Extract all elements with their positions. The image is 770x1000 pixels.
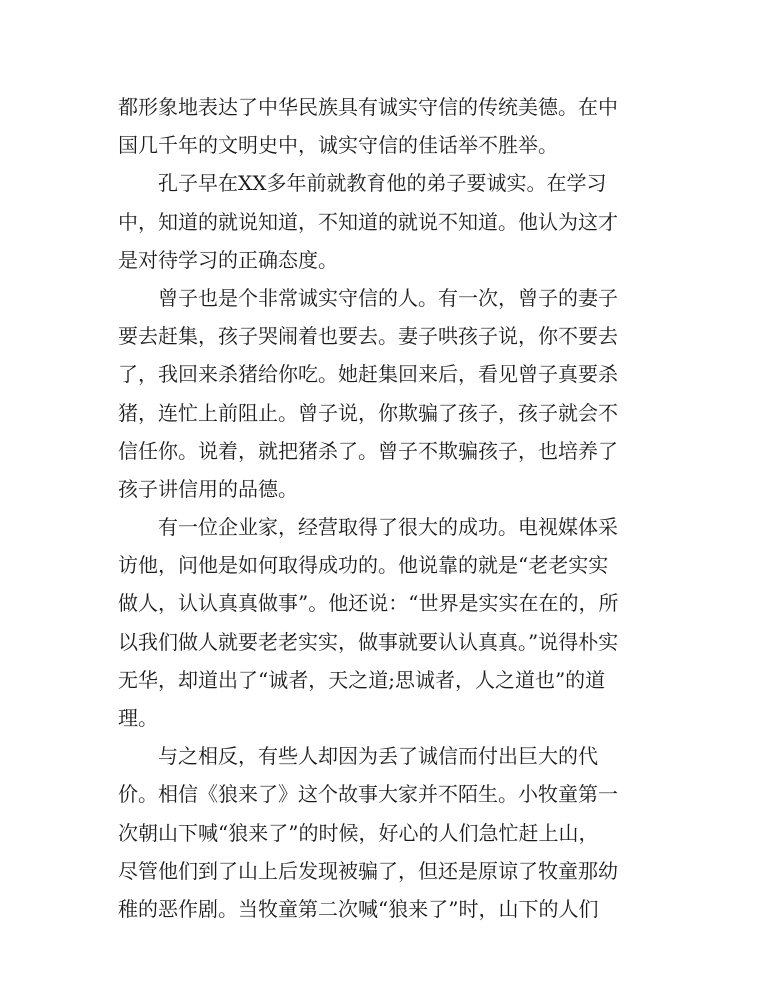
text-line: 都形象地表达了中华民族具有诚实守信的传统美德。在中 — [118, 95, 618, 119]
text-line: 孔子早在XX多年前就教育他的弟子要诚实。在学习 — [158, 171, 607, 196]
text-line: 以我们做人就要老老实实，做事就要认认真真。”说得朴实 — [118, 629, 619, 654]
text-line: 有一位企业家，经营取得了很大的成功。电视媒体采 — [158, 515, 618, 540]
text-line: 理。 — [118, 706, 158, 730]
text-line: 中，知道的就说知道，不知道的就说不知道。他认为这才 — [118, 209, 618, 234]
text-line: 信任你。说着，就把猪杀了。曾子不欺骗孩子，也培养了 — [118, 438, 618, 463]
text-line: 做人，认认真真做事”。他还说：“世界是实实在在的，所 — [118, 591, 619, 616]
text-line: 猪，连忙上前阻止。曾子说，你欺骗了孩子，孩子就会不 — [118, 400, 618, 425]
document-body — [118, 88, 648, 928]
text-line: 孩子讲信用的品德。 — [118, 476, 298, 501]
text-line: 无华，却道出了“诚者，天之道;思诚者，人之道也”的道 — [118, 667, 606, 692]
text-line: 国几千年的文明史中，诚实守信的佳话举不胜举。 — [118, 133, 558, 158]
text-line: 与之相反，有些人却因为丢了诚信而付出巨大的代 — [158, 744, 598, 769]
text-line: 访他，问他是如何取得成功的。他说靠的就是“老老实实 — [118, 553, 609, 578]
text-line: 稚的恶作剧。当牧童第二次喊“狼来了”时，山下的人们 — [118, 896, 599, 921]
text-line: 次朝山下喊“狼来了”的时候，好心的人们急忙赶上山， — [118, 820, 599, 845]
text-line: 要去赶集，孩子哭闹着也要去。妻子哄孩子说，你不要去 — [118, 324, 618, 349]
text-line: 了，我回来杀猪给你吃。她赶集回来后，看见曾子真要杀 — [118, 362, 618, 387]
text-line: 尽管他们到了山上后发现被骗了，但还是原谅了牧童那幼 — [118, 858, 618, 883]
text-line: 曾子也是个非常诚实守信的人。有一次，曾子的妻子 — [158, 285, 618, 310]
text-line: 价。相信《狼来了》这个故事大家并不陌生。小牧童第一 — [118, 782, 618, 807]
text-line: 是对待学习的正确态度。 — [118, 247, 338, 272]
